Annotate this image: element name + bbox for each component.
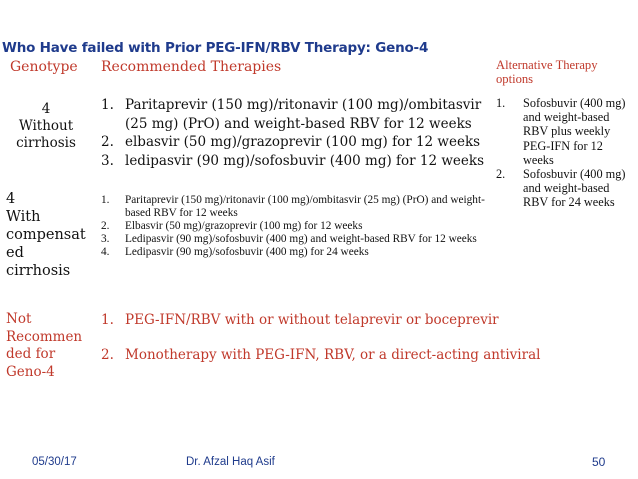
recommended-header: Recommended Therapies — [101, 59, 282, 75]
row1-therapy-list — [101, 96, 491, 170]
list-item: 2. Elbasvir (50 mg)/grazoprevir (100 mg) for 12 weeks — [101, 220, 363, 232]
row1-genotype — [10, 101, 82, 152]
list-item: 4. Ledipasvir (90 mg)/sofosbuvir (400 mg) for 24 weeks — [101, 246, 369, 258]
alternative-therapy-list — [496, 96, 636, 210]
row2-genotype-line: ed — [6, 245, 24, 261]
footer-date: 05/30/17 — [32, 456, 77, 468]
row2-genotype-line: cirrhosis — [6, 263, 71, 279]
list-item: 1. Paritaprevir (150 mg)/ritonavir (100 mg)/ombitasvir (25 mg) (PrO) and weight-based RBV for 12 weeks — [101, 97, 482, 132]
list-item: 1. Sofosbuvir (400 mg) and weight-based RBV plus weekly PEG-IFN for 12 weeks — [496, 96, 626, 167]
row3-genotype-line: Geno-4 — [6, 363, 55, 380]
footer-author: Dr. Afzal Haq Asif — [186, 456, 275, 468]
list-item: 1. Paritaprevir (150 mg)/ritonavir (100 mg)/ombitasvir (25 mg) (PrO) and weight-based RBV for 12 weeks — [101, 194, 485, 219]
row3-genotype-line: Not — [6, 311, 32, 327]
row2-genotype-line: compensat — [6, 227, 86, 243]
row3-genotype-line: Recommen — [6, 328, 83, 345]
row1-genotype-line: 4 — [41, 101, 51, 117]
row2-genotype-line: With — [6, 209, 41, 225]
row1-genotype-line: Without — [18, 118, 74, 134]
list-item: 2. Monotherapy with PEG-IFN, RBV, or a direct-acting antiviral — [101, 346, 541, 363]
row1-genotype-line: cirrhosis — [16, 135, 76, 151]
row2-genotype-line: 4 — [6, 191, 16, 207]
slide-title: Who Have failed with Prior PEG-IFN/RBV Therapy: Geno-4 — [2, 40, 429, 56]
list-item: 1. PEG-IFN/RBV with or without telaprevir or boceprevir — [101, 312, 499, 328]
genotype-header: Genotype — [10, 59, 78, 75]
list-item: 3. ledipasvir (90 mg)/sofosbuvir (400 mg) for 12 weeks — [101, 152, 485, 169]
row3-genotype — [6, 311, 86, 381]
row2-genotype — [6, 190, 94, 280]
alternative-header: Alternative Therapy options — [496, 58, 598, 87]
list-item: 2. Sofosbuvir (400 mg) and weight-based RBV for 24 weeks — [496, 167, 626, 210]
row3-genotype-line: ded for — [6, 346, 56, 362]
slide-number: 50 — [592, 455, 606, 469]
list-item: 3. Ledipasvir (90 mg)/sofosbuvir (400 mg) and weight-based RBV for 12 weeks — [101, 233, 477, 245]
row3-not-recommended-list — [101, 311, 631, 364]
list-item: 2. elbasvir (50 mg)/grazoprevir (100 mg) for 12 weeks — [101, 134, 481, 150]
row2-therapy-list — [101, 194, 486, 259]
